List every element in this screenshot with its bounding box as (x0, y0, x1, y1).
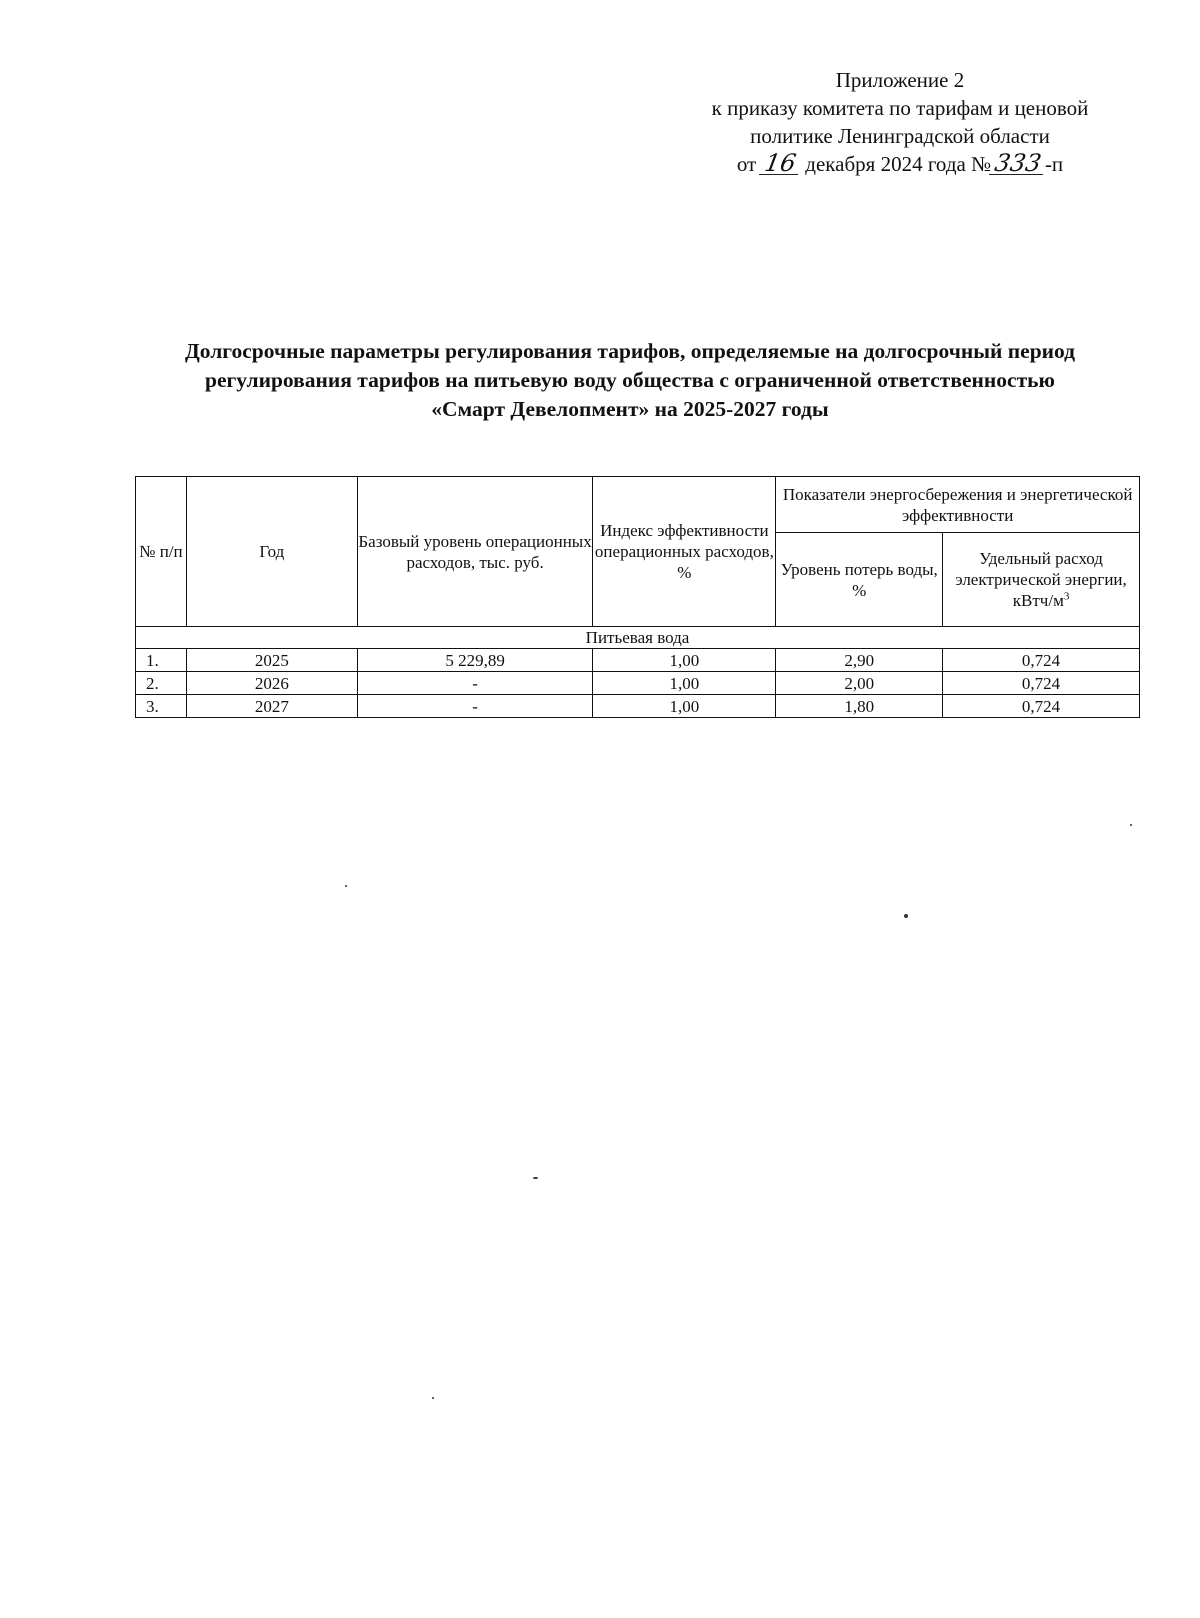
section-label: Питьевая вода (136, 627, 1140, 649)
row-num: 3. (136, 695, 187, 718)
scan-speck (432, 1397, 434, 1399)
row-power: 0,724 (943, 672, 1140, 695)
table-row (136, 695, 1140, 718)
row-index: 1,00 (593, 695, 776, 718)
appendix-committee-line: политике Ленинградской области (750, 124, 1050, 148)
row-loss: 1,80 (776, 695, 943, 718)
handwritten-number: 333 (989, 152, 1047, 175)
appendix-order-line: к приказу комитета по тарифам и ценовой (711, 96, 1089, 120)
header-power-consumption (943, 533, 1140, 627)
header-energy-group: Показатели энергосбережения и энергетической эффективности (776, 477, 1140, 533)
row-base: 5 229,89 (357, 649, 593, 672)
row-num: 1. (136, 649, 187, 672)
number-suffix: -п (1044, 152, 1064, 176)
row-power: 0,724 (943, 649, 1140, 672)
scan-speck (904, 914, 908, 918)
scan-speck (1130, 824, 1132, 826)
header-water-loss: Уровень потерь воды, % (776, 533, 943, 627)
header-base-level: Базовый уровень операционных расходов, тыс. руб. (357, 477, 593, 627)
row-index: 1,00 (593, 672, 776, 695)
document-title (110, 337, 1150, 424)
row-base: - (357, 672, 593, 695)
row-year: 2027 (186, 695, 357, 718)
row-num: 2. (136, 672, 187, 695)
row-year: 2025 (186, 649, 357, 672)
scan-speck (345, 885, 347, 887)
row-loss: 2,90 (776, 649, 943, 672)
appendix-date-line (640, 150, 1160, 178)
date-prefix: от (736, 152, 757, 176)
row-index: 1,00 (593, 649, 776, 672)
row-year: 2026 (186, 672, 357, 695)
header-row-top (136, 477, 1140, 533)
header-power-text: Удельный расход электрической энергии, кВтч/м (955, 549, 1127, 610)
appendix-label: Приложение 2 (835, 68, 965, 92)
section-row (136, 627, 1140, 649)
date-middle: декабря 2024 года № (805, 152, 992, 176)
header-power-sup: 3 (1063, 590, 1070, 603)
header-num: № п/п (136, 477, 187, 627)
appendix-header (640, 66, 1160, 178)
handwritten-day: 16 (759, 152, 802, 175)
scan-speck (533, 1177, 538, 1179)
parameters-table (135, 476, 1140, 718)
table-row (136, 672, 1140, 695)
header-year: Год (186, 477, 357, 627)
row-loss: 2,00 (776, 672, 943, 695)
row-base: - (357, 695, 593, 718)
title-line-1: Долгосрочные параметры регулирования тарифов, определяемые на долгосрочный период (184, 339, 1076, 363)
title-line-2: регулирования тарифов на питьевую воду общества с ограниченной ответственностью (205, 368, 1055, 392)
table-row (136, 649, 1140, 672)
header-efficiency-index: Индекс эффективности операционных расходов, % (593, 477, 776, 627)
title-line-3: «Смарт Девелопмент» на 2025-2027 годы (431, 397, 829, 421)
row-power: 0,724 (943, 695, 1140, 718)
